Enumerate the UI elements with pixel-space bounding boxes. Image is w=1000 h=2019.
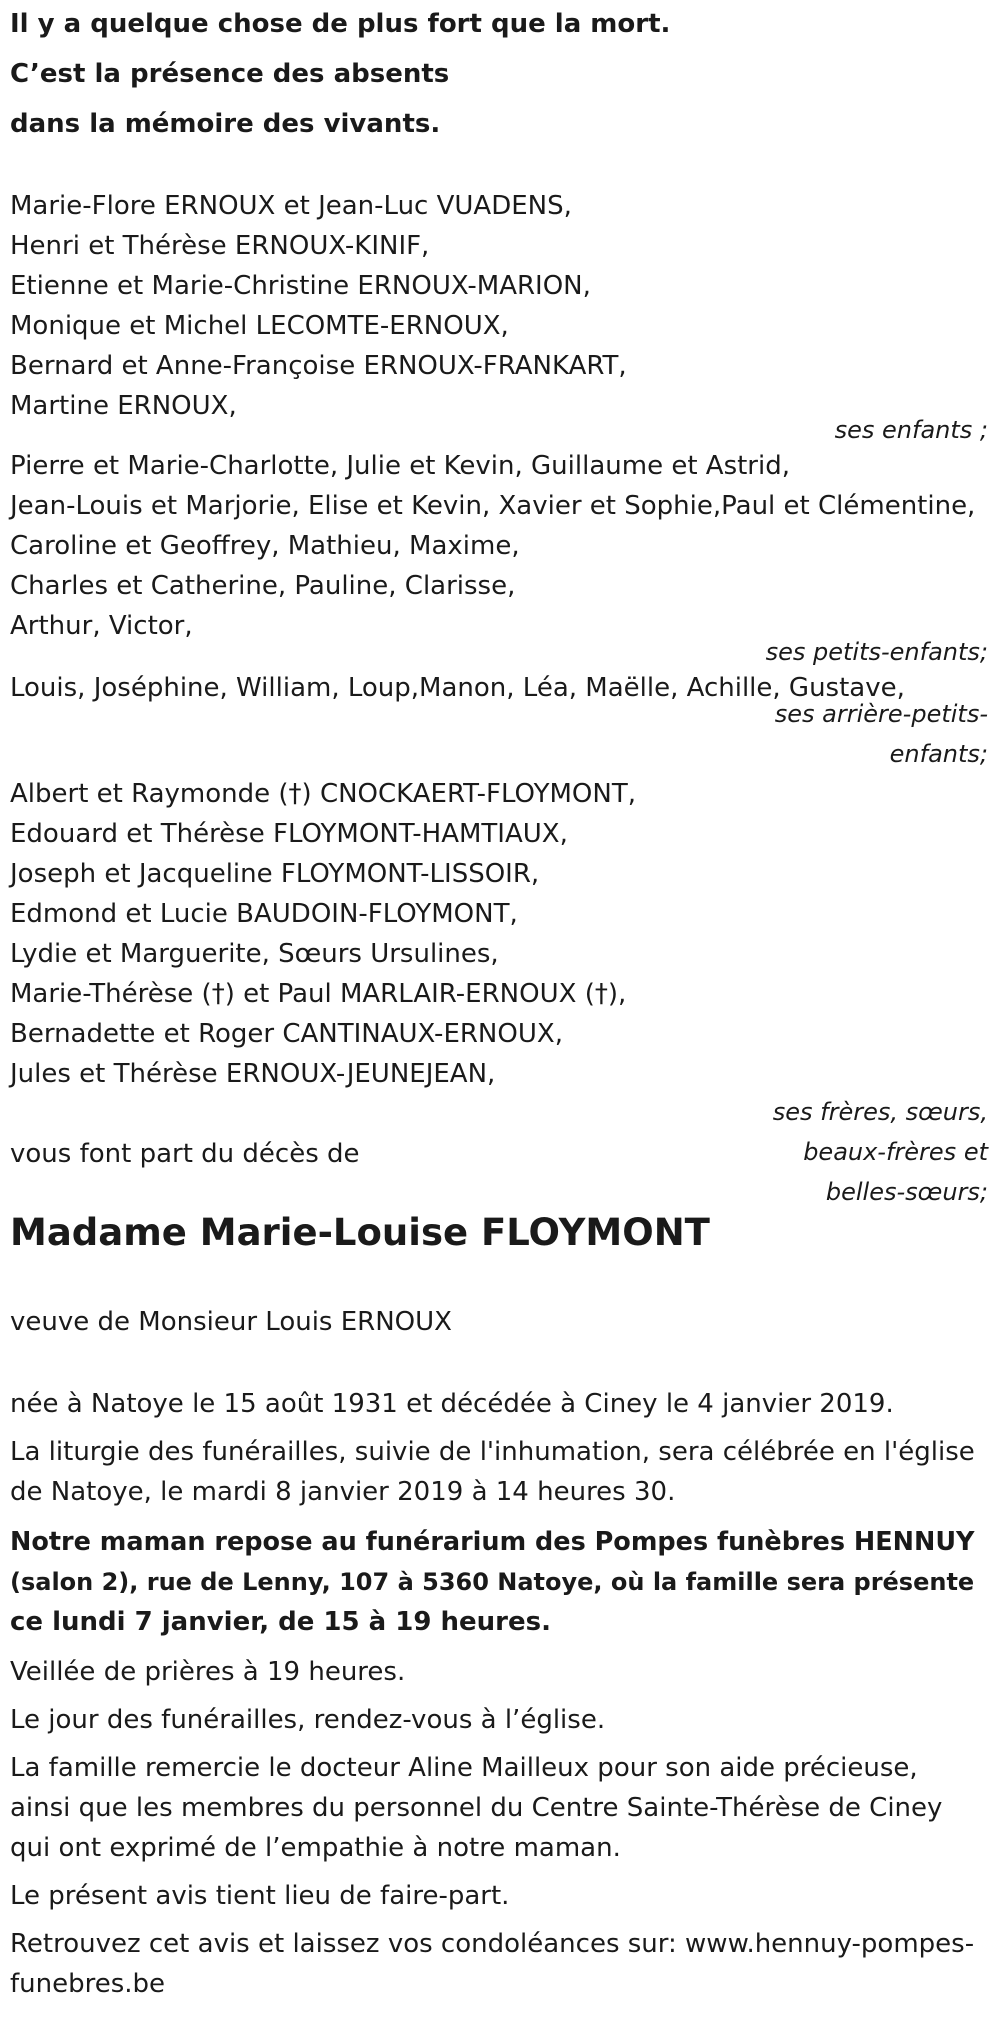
relation-label-great-grandchildren: ses arrière-petits- bbox=[774, 700, 988, 728]
family-line: Lydie et Marguerite, Sœurs Ursulines, bbox=[10, 939, 499, 969]
announcement-line: vous font part du décès de bbox=[10, 1139, 360, 1169]
visitation-notice: Notre maman repose au funérarium des Pompes funèbres HENNUY bbox=[10, 1527, 975, 1557]
family-line: Etienne et Marie-Christine ERNOUX-MARION, bbox=[10, 271, 591, 301]
family-line: Monique et Michel LECOMTE-ERNOUX, bbox=[10, 311, 509, 341]
family-line: Jean-Louis et Marjorie, Elise et Kevin, Xavier et Sophie,Paul et Clémentine, bbox=[10, 491, 976, 521]
family-line: Pierre et Marie-Charlotte, Julie et Kevin, Guillaume et Astrid, bbox=[10, 451, 790, 481]
widow-of-line: veuve de Monsieur Louis ERNOUX bbox=[10, 1307, 452, 1337]
body-line: La liturgie des funérailles, suivie de l'inhumation, sera célébrée en l'église bbox=[10, 1437, 975, 1467]
closing-line: qui ont exprimé de l’empathie à notre maman. bbox=[10, 1833, 621, 1863]
body-line: née à Natoye le 15 août 1931 et décédée à Ciney le 4 janvier 2019. bbox=[10, 1389, 894, 1419]
relation-label-children: ses enfants ; bbox=[834, 416, 988, 444]
visitation-notice: (salon 2), rue de Lenny, 107 à 5360 Natoye, où la famille sera présente bbox=[10, 1568, 975, 1596]
visitation-notice: ce lundi 7 janvier, de 15 à 19 heures. bbox=[10, 1607, 551, 1637]
closing-line: Veillée de prières à 19 heures. bbox=[10, 1657, 406, 1687]
closing-line: Le présent avis tient lieu de faire-part. bbox=[10, 1881, 510, 1911]
family-line: Bernadette et Roger CANTINAUX-ERNOUX, bbox=[10, 1019, 563, 1049]
family-line: Edmond et Lucie BAUDOIN-FLOYMONT, bbox=[10, 899, 518, 929]
relation-label-great-grandchildren: enfants; bbox=[889, 740, 988, 768]
family-line: Henri et Thérèse ERNOUX-KINIF, bbox=[10, 231, 430, 261]
family-line: Bernard et Anne-Françoise ERNOUX-FRANKART, bbox=[10, 351, 627, 381]
relation-label-siblings: belles-sœurs; bbox=[825, 1178, 988, 1206]
family-line: Albert et Raymonde (†) CNOCKAERT-FLOYMONT, bbox=[10, 779, 636, 809]
family-line: Edouard et Thérèse FLOYMONT-HAMTIAUX, bbox=[10, 819, 568, 849]
epigraph-line: Il y a quelque chose de plus fort que la mort. bbox=[10, 9, 671, 39]
family-line: Louis, Joséphine, William, Loup,Manon, Léa, Maëlle, Achille, Gustave, bbox=[10, 673, 905, 703]
family-line: Jules et Thérèse ERNOUX-JEUNEJEAN, bbox=[10, 1059, 496, 1089]
family-line: Joseph et Jacqueline FLOYMONT-LISSOIR, bbox=[10, 859, 540, 889]
closing-line: Le jour des funérailles, rendez-vous à l’église. bbox=[10, 1705, 606, 1735]
family-line: Marie-Thérèse (†) et Paul MARLAIR-ERNOUX (†), bbox=[10, 979, 627, 1009]
family-line: Arthur, Victor, bbox=[10, 611, 193, 641]
family-line: Charles et Catherine, Pauline, Clarisse, bbox=[10, 571, 516, 601]
closing-line: La famille remercie le docteur Aline Mailleux pour son aide précieuse, bbox=[10, 1753, 918, 1783]
relation-label-siblings: beaux-frères et bbox=[803, 1138, 988, 1166]
deceased-name: Madame Marie-Louise FLOYMONT bbox=[10, 1211, 710, 1254]
family-line: Martine ERNOUX, bbox=[10, 391, 237, 421]
condolence-link-line[interactable]: Retrouvez cet avis et laissez vos condoléances sur: www.hennuy-pompes- bbox=[10, 1929, 975, 1959]
closing-line: ainsi que les membres du personnel du Centre Sainte-Thérèse de Ciney bbox=[10, 1793, 943, 1823]
epigraph-line: dans la mémoire des vivants. bbox=[10, 109, 441, 139]
relation-label-grandchildren: ses petits-enfants; bbox=[765, 638, 988, 666]
condolence-link-line[interactable]: funebres.be bbox=[10, 1969, 166, 1999]
epigraph-line: C’est la présence des absents bbox=[10, 59, 450, 89]
family-line: Caroline et Geoffrey, Mathieu, Maxime, bbox=[10, 531, 520, 561]
body-line: de Natoye, le mardi 8 janvier 2019 à 14 heures 30. bbox=[10, 1477, 676, 1507]
relation-label-siblings: ses frères, sœurs, bbox=[772, 1098, 988, 1126]
family-line: Marie-Flore ERNOUX et Jean-Luc VUADENS, bbox=[10, 191, 572, 221]
